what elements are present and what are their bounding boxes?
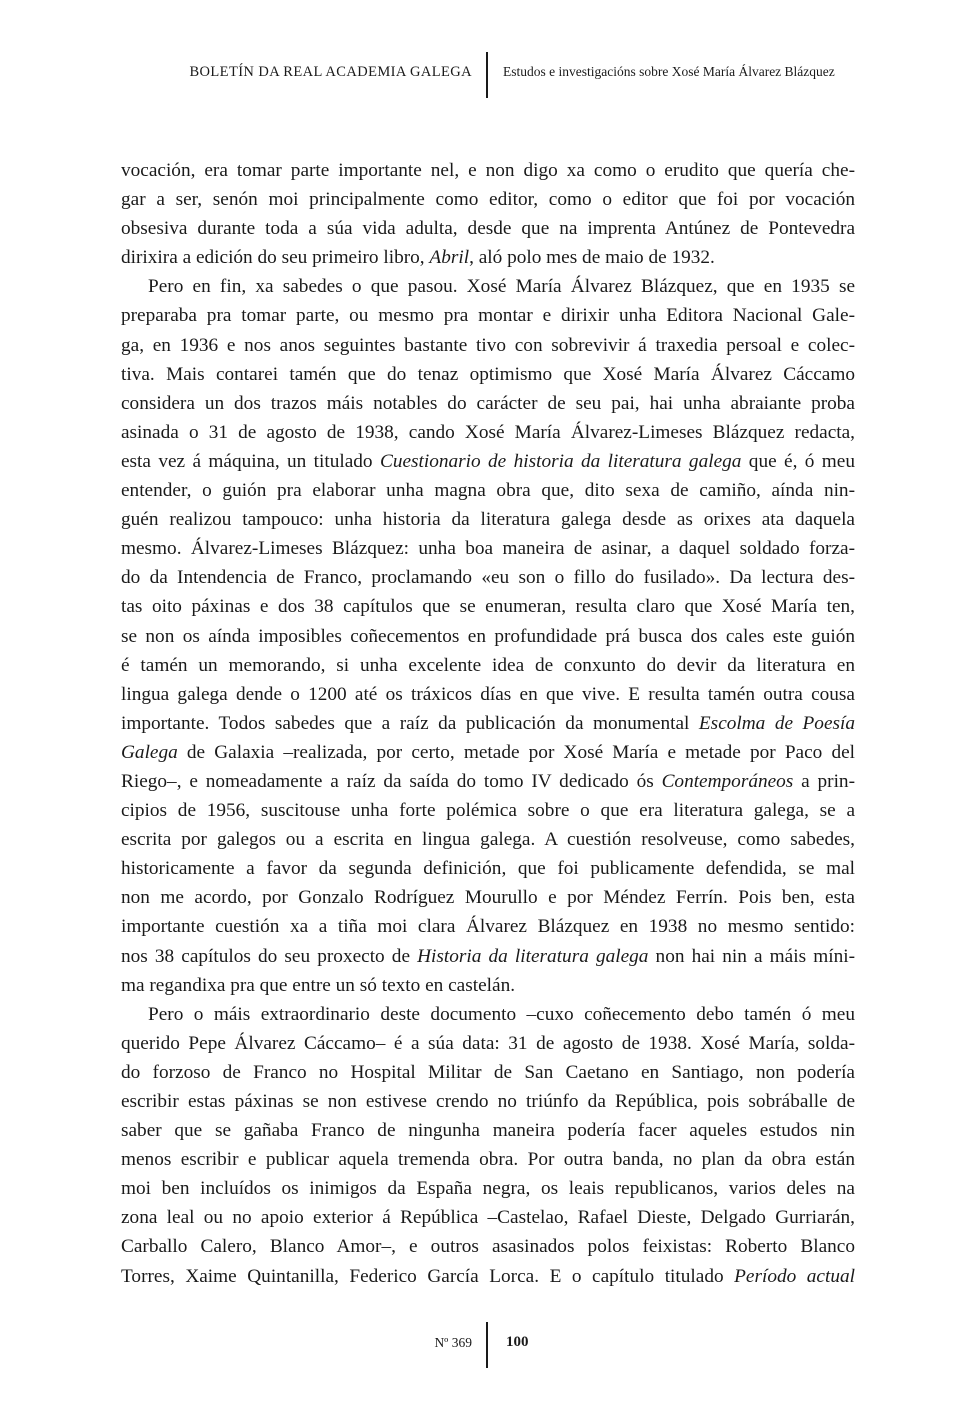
text-line: é tamén un memorando, si unha excelente idea de conxunto do devir da literatura en xyxy=(121,654,855,676)
text-line: cipios de 1956, suscitouse unha forte polémica sobre o que era literatura galega, se a xyxy=(121,800,855,822)
work-title: Escolma de Poesía xyxy=(698,712,855,734)
text-line: entender, o guión pra elaborar unha magna obra que, dito sexa de camiño, aínda nin- xyxy=(121,480,855,502)
running-footer xyxy=(0,1315,975,1375)
text-line: dirixira a edición do seu primeiro libro, Abril, aló polo mes de maio de 1932. xyxy=(121,247,715,269)
running-header xyxy=(0,0,975,110)
work-title: Cuestionario de historia da literatura galega xyxy=(379,450,742,472)
text-line: menos escribir e publicar aquela tremenda obra. Por outra banda, no plan da obra están xyxy=(121,1149,855,1171)
work-title: Galega xyxy=(121,741,178,763)
paragraph-start: Pero en fin, xa sabedes o que pasou. Xosé María Álvarez Blázquez, que en 1935 se xyxy=(148,276,855,298)
issue-number: Nº 369 xyxy=(434,1335,472,1350)
text-line: escrita por galegos ou a escrita en lingua galega. A cuestión resolveuse, como sabedes, xyxy=(121,829,855,851)
text-line: esta vez á máquina, un titulado Cuestionario de historia da literatura galega que é, ó meu xyxy=(121,450,855,472)
text-line: lingua galega dende o 1200 até os tráxicos días en que vive. E resulta tamén outra cousa xyxy=(121,683,855,705)
page-number: 100 xyxy=(506,1334,529,1350)
work-title: Historia da literatura galega xyxy=(417,945,649,967)
text-line: asinada o 31 de agosto de 1938, cando Xosé María Álvarez-Limeses Blázquez redacta, xyxy=(121,421,855,443)
text-line: gar a ser, senón moi principalmente como editor, como o editor que foi por vocación xyxy=(121,189,855,211)
text-line: Galega de Galaxia –realizada, por certo, metade por Xosé María e metade por Paco del xyxy=(121,741,855,763)
section-title: Estudos e investigacións sobre Xosé María Álvarez Blázquez xyxy=(503,64,835,79)
text-line: se non os aínda imposibles coñecementos en profundidade prá busca dos cales este guión xyxy=(121,625,855,647)
text-line: tiva. Mais contarei tamén que do tenaz optimismo que Xosé María Álvarez Cáccamo xyxy=(121,363,855,385)
text-line: Torres, Xaime Quintanilla, Federico García Lorca. E o capítulo titulado Período actual xyxy=(121,1265,855,1287)
text-line: obsesiva durante toda a súa vida adulta, desde que na imprenta Antúnez de Pontevedra xyxy=(121,218,855,240)
text-line: moi ben incluídos os inimigos da España negra, os leais republicanos, varios deles na xyxy=(121,1178,855,1200)
text-line: guén realizou tampouco: unha historia da literatura galega desde as orixes ata daquela xyxy=(121,509,855,531)
text-line: Riego–, e nomeadamente a raíz da saída do tomo IV dedicado ós Contemporáneos a prin- xyxy=(121,770,855,792)
article-body xyxy=(121,156,855,1291)
book-title: Abril xyxy=(429,247,470,269)
footer-divider xyxy=(486,1322,488,1368)
text-line: importante cuestión xa a tiña moi clara Álvarez Blázquez en 1938 no mesmo sentido: xyxy=(121,916,855,938)
text-line: preparaba pra tomar parte, ou mesmo pra montar e dirixir unha Editora Nacional Gale- xyxy=(121,305,855,327)
journal-title: BOLETÍN DA REAL ACADEMIA GALEGA xyxy=(189,64,472,80)
text-line: Carballo Calero, Blanco Amor–, e outros asasinados polos feixistas: Roberto Blanco xyxy=(121,1236,855,1258)
text-line: do forzoso de Franco no Hospital Militar de San Caetano en Santiago, non podería xyxy=(121,1061,855,1083)
text-line: nos 38 capítulos do seu proxecto de Historia da literatura galega non hai nin a máis míni- xyxy=(121,945,855,967)
text-line: non me acordo, por Gonzalo Rodríguez Mourullo e por Méndez Ferrín. Pois ben, esta xyxy=(121,887,855,909)
text-line: historicamente a favor da segunda definición, que foi publicamente defendida, se mal xyxy=(121,858,855,880)
header-divider xyxy=(486,52,488,98)
text-line: saber que se gañaba Franco de ningunha maneira podería facer aqueles estudos nin xyxy=(121,1120,855,1142)
text-line: tas oito páxinas e dos 38 capítulos que se enumeran, resulta claro que Xosé María ten, xyxy=(121,596,855,618)
text-line: zona leal ou no apoio exterior á República –Castelao, Rafael Dieste, Delgado Gurriarán, xyxy=(121,1207,855,1229)
chapter-title: Período actual xyxy=(734,1265,855,1287)
text-line: vocación, era tomar parte importante nel, e non digo xa como o erudito que quería che- xyxy=(121,160,855,181)
work-title: Contemporáneos xyxy=(661,770,794,792)
text-line: importante. Todos sabedes que a raíz da publicación da monumental Escolma de Poesía xyxy=(121,712,855,734)
text-line: mesmo. Álvarez-Limeses Blázquez: unha boa maneira de asinar, a daquel soldado forza- xyxy=(121,538,855,560)
paragraph-start: Pero o máis extraordinario deste documento –cuxo coñecemento debo tamén ó meu xyxy=(148,1003,855,1025)
text-line: escribir estas páxinas se non estivese crendo no triúnfo da República, pois sobráballe de xyxy=(121,1091,855,1112)
text-line: do da Intendencia de Franco, proclamando «eu son o fillo do fusilado». Da lectura des- xyxy=(121,567,855,589)
text-line: ma regandixa pra que entre un só texto en castelán. xyxy=(121,974,516,996)
text-line: querido Pepe Álvarez Cáccamo– é a súa data: 31 de agosto de 1938. Xosé María, solda- xyxy=(121,1032,855,1054)
text-line: considera un dos trazos máis notables do carácter de seu pai, hai unha abraiante proba xyxy=(121,392,855,414)
text-line: ga, en 1936 e nos anos seguintes bastante tivo con sobrevivir á traxedia persoal e colec- xyxy=(121,334,855,356)
